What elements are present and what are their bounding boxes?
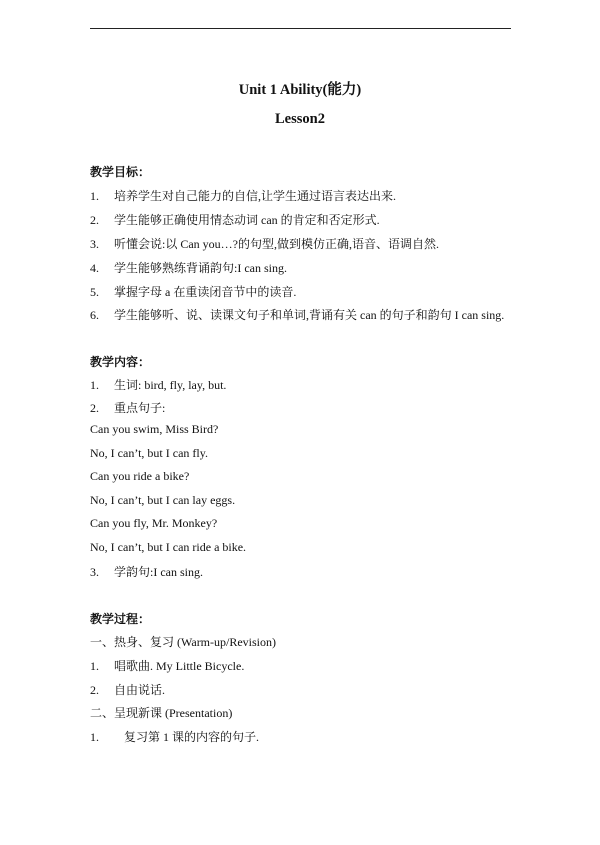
key-sentence: No, I can’t, but I can fly. [90, 446, 208, 460]
objective-item [90, 211, 380, 228]
objective-text: 听懂会说:以 Can you…?的句型,做到模仿正确,语音、语调自然. [114, 237, 439, 251]
key-sentence: Can you fly, Mr. Monkey? [90, 516, 218, 530]
objective-text: 学生能够听、说、读课文句子和单词,背诵有关 can 的句子和韵句 I can sing. [114, 308, 505, 322]
process-text: 自由说话. [114, 683, 166, 697]
content-rhyme-line [90, 563, 203, 580]
objective-number: 4. [90, 261, 99, 275]
process-item [90, 728, 259, 745]
objectives-heading: 教学目标： [90, 165, 151, 179]
objective-text: 培养学生对自己能力的自信,让学生通过语言表达出来. [114, 189, 397, 203]
objective-item [90, 306, 504, 323]
objective-item [90, 187, 396, 204]
content-heading: 教学内容： [90, 355, 151, 369]
objective-number: 2. [90, 213, 99, 227]
process-step-heading: 一、热身、复习 (Warm-up/Revision) [90, 635, 277, 649]
rhyme-text: 学韵句:I can sing. [114, 565, 203, 579]
objective-text: 掌握字母 a 在重读闭音节中的读音. [114, 285, 297, 299]
objective-number: 6. [90, 308, 99, 322]
content-key-line [90, 399, 165, 416]
lesson-subtitle: Lesson2 [275, 111, 325, 127]
document-title: Unit 1 Ability(能力) [238, 82, 362, 98]
content-number: 1. [90, 378, 99, 392]
content-vocab-line [90, 376, 226, 393]
header-rule [90, 28, 511, 29]
process-number: 1. [90, 730, 99, 744]
objective-number: 1. [90, 189, 99, 203]
vocab-text: 生词: bird, fly, lay, but. [114, 378, 227, 392]
key-sentence: No, I can’t, but I can ride a bike. [90, 540, 247, 554]
objective-text: 学生能够熟练背诵韵句:I can sing. [114, 261, 287, 275]
key-sentence: Can you swim, Miss Bird? [90, 422, 219, 436]
objective-text: 学生能够正确使用情态动词 can 的肯定和否定形式. [114, 213, 380, 227]
process-text: 唱歌曲. My Little Bicycle. [114, 659, 245, 673]
key-sentences-label: 重点句子: [114, 401, 166, 415]
process-item [90, 681, 165, 698]
objective-number: 5. [90, 285, 99, 299]
objective-item [90, 235, 439, 252]
key-sentence: Can you ride a bike? [90, 469, 190, 483]
objective-item [90, 259, 287, 276]
process-item [90, 657, 244, 674]
content-number: 2. [90, 401, 99, 415]
objective-item [90, 283, 296, 300]
process-step-heading: 二、呈现新课 (Presentation) [90, 706, 233, 720]
process-text: 复习第 1 课的内容的句子. [124, 730, 260, 744]
key-sentence: No, I can’t, but I can lay eggs. [90, 493, 236, 507]
process-heading: 教学过程： [90, 612, 151, 626]
process-number: 2. [90, 683, 99, 697]
objective-number: 3. [90, 237, 99, 251]
content-number: 3. [90, 565, 99, 579]
process-number: 1. [90, 659, 99, 673]
